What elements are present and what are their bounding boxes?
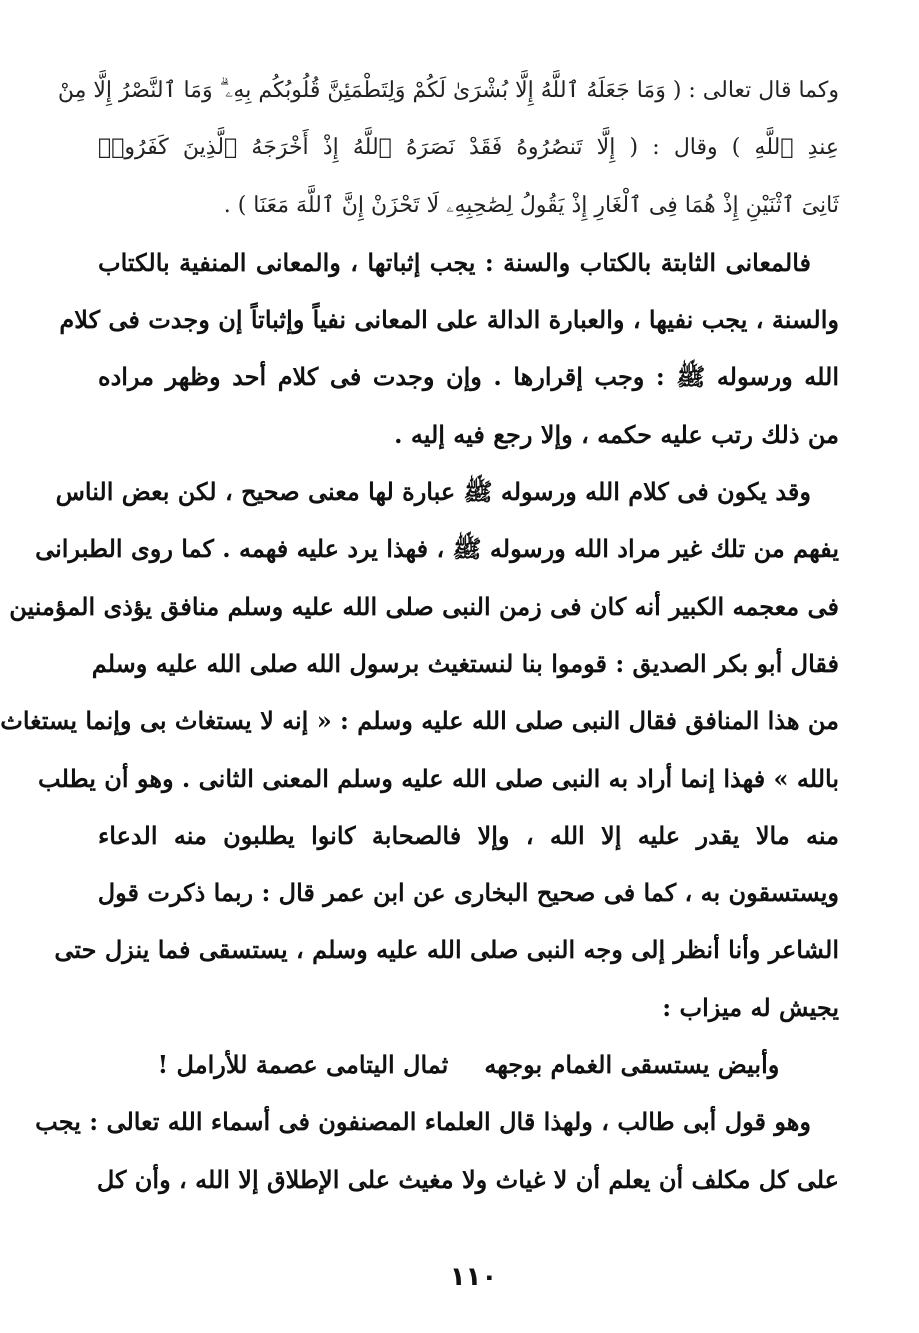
quran-line-3: ثَانِىَ ٱثْنَيْنِ إِذْ هُمَا فِى ٱلْغَارِ إِذْ يَقُولُ لِصَٰحِبِهِۦ لَا تَحْزَنْ إِنَّ ٱللَّهَ مَعَنَا ) . bbox=[223, 192, 839, 218]
paragraph-1-line-4: من ذلك رتب عليه حكمه ، وإلا رجع فيه إليه . bbox=[394, 419, 839, 449]
paragraph-2-line-10: يجيش له ميزاب : bbox=[662, 992, 839, 1022]
verse-hemistich-right: وأبيض يستسقى الغمام بوجهه bbox=[484, 1050, 780, 1080]
paragraph-2-line-3: فى معجمه الكبير أنه كان فى زمن النبى صلى الله عليه وسلم منافق يؤذى المؤمنين bbox=[9, 591, 839, 621]
poetry-verse bbox=[98, 1036, 839, 1093]
paragraph-2-line-8: ويستسقون به ، كما فى صحيح البخارى عن ابن عمر قال : ربما ذكرت قول bbox=[97, 878, 839, 908]
quran-line-1: وكما قال تعالى : ( وَمَا جَعَلَهُ ٱللَّهُ إِلَّا بُشْرَىٰ لَكُمْ وَلِتَطْمَئِنَّ قُلُوبُكُم بِهِۦ ۗ وَمَا ٱلنَّصْرُ إِلَّا مِنْ bbox=[57, 78, 839, 103]
paragraph-1-line-1: فالمعانى الثابتة بالكتاب والسنة : يجب إثباتها ، والمعانى المنفية بالكتاب bbox=[98, 247, 811, 277]
quran-line-2: عِندِ ٱللَّهِ ) وقال : ( إِلَّا تَنصُرُوهُ فَقَدْ نَصَرَهُ ٱللَّهُ إِذْ أَخْرَجَهُ ٱلَّذِينَ كَفَرُوا۟ bbox=[98, 135, 839, 161]
paragraph-2-line-6: بالله » فهذا إنما أراد به النبى صلى الله عليه وسلم المعنى الثانى . وهو أن يطلب bbox=[38, 763, 839, 793]
paragraph-2-line-9: الشاعر وأنا أنظر إلى وجه النبى صلى الله عليه وسلم ، يستسقى فما ينزل حتى bbox=[54, 935, 839, 965]
paragraph-1-line-2: والسنة ، يجب نفيها ، والعبارة الدالة على المعانى نفياً وإثباتاً إن وجدت فى كلام bbox=[59, 305, 839, 335]
paragraph-2-line-4: فقال أبو بكر الصديق : قوموا بنا لنستغيث برسول الله صلى الله عليه وسلم bbox=[91, 648, 839, 678]
page-text bbox=[0, 62, 839, 1208]
paragraph-1-line-3: الله ورسوله ﷺ : وجب إقرارها . وإن وجدت فى كلام أحد وظهر مراده bbox=[98, 362, 839, 392]
paragraph-2-line-5: من هذا المنافق فقال النبى صلى الله عليه وسلم : « إنه لا يستغاث بى وإنما يستغاث bbox=[0, 706, 839, 736]
paragraph-3-line-1: وهو قول أبى طالب ، ولهذا قال العلماء المصنفون فى أسماء الله تعالى : يجب bbox=[35, 1107, 811, 1137]
paragraph-2-line-7: منه مالا يقدر عليه إلا الله ، وإلا فالصحابة كانوا يطلبون منه الدعاء bbox=[98, 820, 839, 850]
paragraph-2-line-1: وقد يكون فى كلام الله ورسوله ﷺ عبارة لها معنى صحيح ، لكن بعض الناس bbox=[55, 477, 811, 507]
paragraph-3-line-2: على كل مكلف أن يعلم أن لا غياث ولا مغيث على الإطلاق إلا الله ، وأن كل bbox=[96, 1164, 839, 1194]
paragraph-2-line-2: يفهم من تلك غير مراد الله ورسوله ﷺ ، فهذا يرد عليه فهمه . كما روى الطبرانى bbox=[35, 534, 839, 564]
verse-hemistich-left: ثمال اليتامى عصمة للأرامل ! bbox=[157, 1050, 449, 1080]
page-number: ١١٠ bbox=[449, 1262, 498, 1292]
